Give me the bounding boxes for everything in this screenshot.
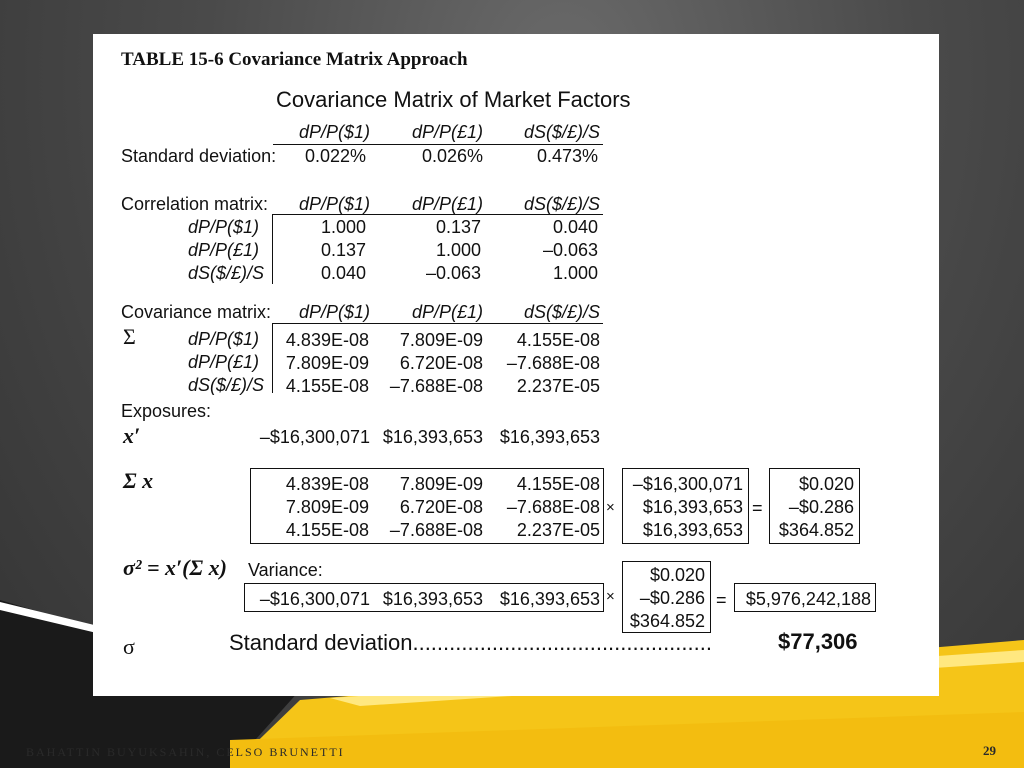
exp-vec-2: $16,393,653 [642, 497, 743, 517]
cov-header-2: dP/P(£1) [411, 302, 483, 322]
cov-row-label-1: dP/P($1) [188, 329, 260, 349]
corr-cell-1-2: 0.137 [435, 217, 481, 237]
header-factor-3: dS($/£)/S [523, 122, 600, 142]
sx-result-3: $364.852 [778, 520, 854, 540]
corr-row-label-3: dS($/£)/S [188, 263, 265, 283]
header-factor-2: dP/P(£1) [411, 122, 483, 142]
sd-value: $77,306 [778, 629, 858, 654]
corr-cell-1-3: 0.040 [552, 217, 598, 237]
exposures-label: Exposures: [121, 401, 212, 421]
var-sx-3: $364.852 [629, 611, 705, 631]
sx-cov-3-2: –7.688E-08 [389, 520, 483, 540]
sigma-symbol: Σ [123, 324, 136, 349]
variance-label: Variance: [248, 560, 323, 580]
corr-underline [273, 214, 603, 215]
var-exp-1: –$16,300,071 [259, 589, 370, 609]
cov-header-3: dS($/£)/S [523, 302, 600, 322]
corr-cell-1-1: 1.000 [320, 217, 366, 237]
corr-row-label-2: dP/P(£1) [188, 240, 260, 260]
table-subtitle: Covariance Matrix of Market Factors [276, 87, 631, 112]
cov-cell-1-1: 4.839E-08 [285, 330, 369, 350]
sd-symbol: σ [123, 634, 135, 659]
corr-cell-3-2: –0.063 [425, 263, 481, 283]
exposure-2: $16,393,653 [382, 427, 483, 447]
var-exp-2: $16,393,653 [382, 589, 483, 609]
sx-cov-2-2: 6.720E-08 [399, 497, 483, 517]
sx-cov-1-1: 4.839E-08 [285, 474, 369, 494]
sx-cov-1-3: 4.155E-08 [516, 474, 600, 494]
cov-label: Covariance matrix: [121, 302, 272, 322]
xprime-symbol: x′ [123, 423, 141, 448]
table-title: TABLE 15-6 Covariance Matrix Approach [121, 49, 468, 70]
cov-cell-2-3: –7.688E-08 [506, 353, 600, 373]
corr-cell-3-1: 0.040 [320, 263, 366, 283]
corr-cell-2-2: 1.000 [435, 240, 481, 260]
cov-header-1: dP/P($1) [298, 302, 370, 322]
cov-cell-1-2: 7.809E-09 [399, 330, 483, 350]
std-label: Standard deviation: [121, 146, 277, 166]
corr-header-1: dP/P($1) [298, 194, 370, 214]
equals-sign-2: = [716, 590, 727, 610]
exp-vec-1: –$16,300,071 [632, 474, 743, 494]
corr-cell-3-3: 1.000 [552, 263, 598, 283]
page-number: 29 [983, 743, 996, 758]
variance-formula: σ² = x′(Σ x) [123, 555, 227, 580]
std-value-1: 0.022% [304, 146, 366, 166]
sx-cov-2-3: –7.688E-08 [506, 497, 600, 517]
sx-result-1: $0.020 [798, 474, 854, 494]
exposure-1: –$16,300,071 [259, 427, 370, 447]
equals-sign-1: = [752, 498, 763, 518]
table-card [93, 34, 939, 696]
cov-cell-3-2: –7.688E-08 [389, 376, 483, 396]
corr-cell-2-1: 0.137 [320, 240, 366, 260]
corr-label: Correlation matrix: [121, 194, 269, 214]
corr-cell-2-3: –0.063 [542, 240, 598, 260]
cov-cell-2-2: 6.720E-08 [399, 353, 483, 373]
exp-vec-3: $16,393,653 [642, 520, 743, 540]
corr-row-label-1: dP/P($1) [188, 217, 260, 237]
sx-cov-3-1: 4.155E-08 [285, 520, 369, 540]
sx-cov-3-3: 2.237E-05 [516, 520, 600, 540]
times-sign-1: × [606, 499, 615, 516]
sd-label: Standard deviation................................................. [229, 630, 712, 655]
times-sign-2: × [606, 588, 615, 605]
footer-authors: BAHATTIN BUYUKSAHIN, CELSO BRUNETTI [26, 745, 345, 759]
sigma-x-symbol: Σ x [123, 468, 154, 493]
var-sx-1: $0.020 [649, 565, 705, 585]
cov-row-label-3: dS($/£)/S [188, 375, 265, 395]
exposure-3: $16,393,653 [499, 427, 600, 447]
header-factor-1: dP/P($1) [298, 122, 370, 142]
sx-cov-2-1: 7.809E-09 [285, 497, 369, 517]
cov-cell-3-1: 4.155E-08 [285, 376, 369, 396]
cov-cell-2-1: 7.809E-09 [285, 353, 369, 373]
corr-header-3: dS($/£)/S [523, 194, 600, 214]
cov-underline [273, 323, 603, 324]
var-sx-2: –$0.286 [639, 588, 705, 608]
std-value-3: 0.473% [536, 146, 598, 166]
cov-cell-3-3: 2.237E-05 [516, 376, 600, 396]
var-exp-3: $16,393,653 [499, 589, 600, 609]
variance-value: $5,976,242,188 [745, 589, 871, 609]
std-value-2: 0.026% [421, 146, 483, 166]
sx-cov-1-2: 7.809E-09 [399, 474, 483, 494]
sx-result-2: –$0.286 [788, 497, 854, 517]
corr-header-2: dP/P(£1) [411, 194, 483, 214]
header-underline [273, 144, 603, 145]
cov-row-label-2: dP/P(£1) [188, 352, 260, 372]
cov-cell-1-3: 4.155E-08 [516, 330, 600, 350]
